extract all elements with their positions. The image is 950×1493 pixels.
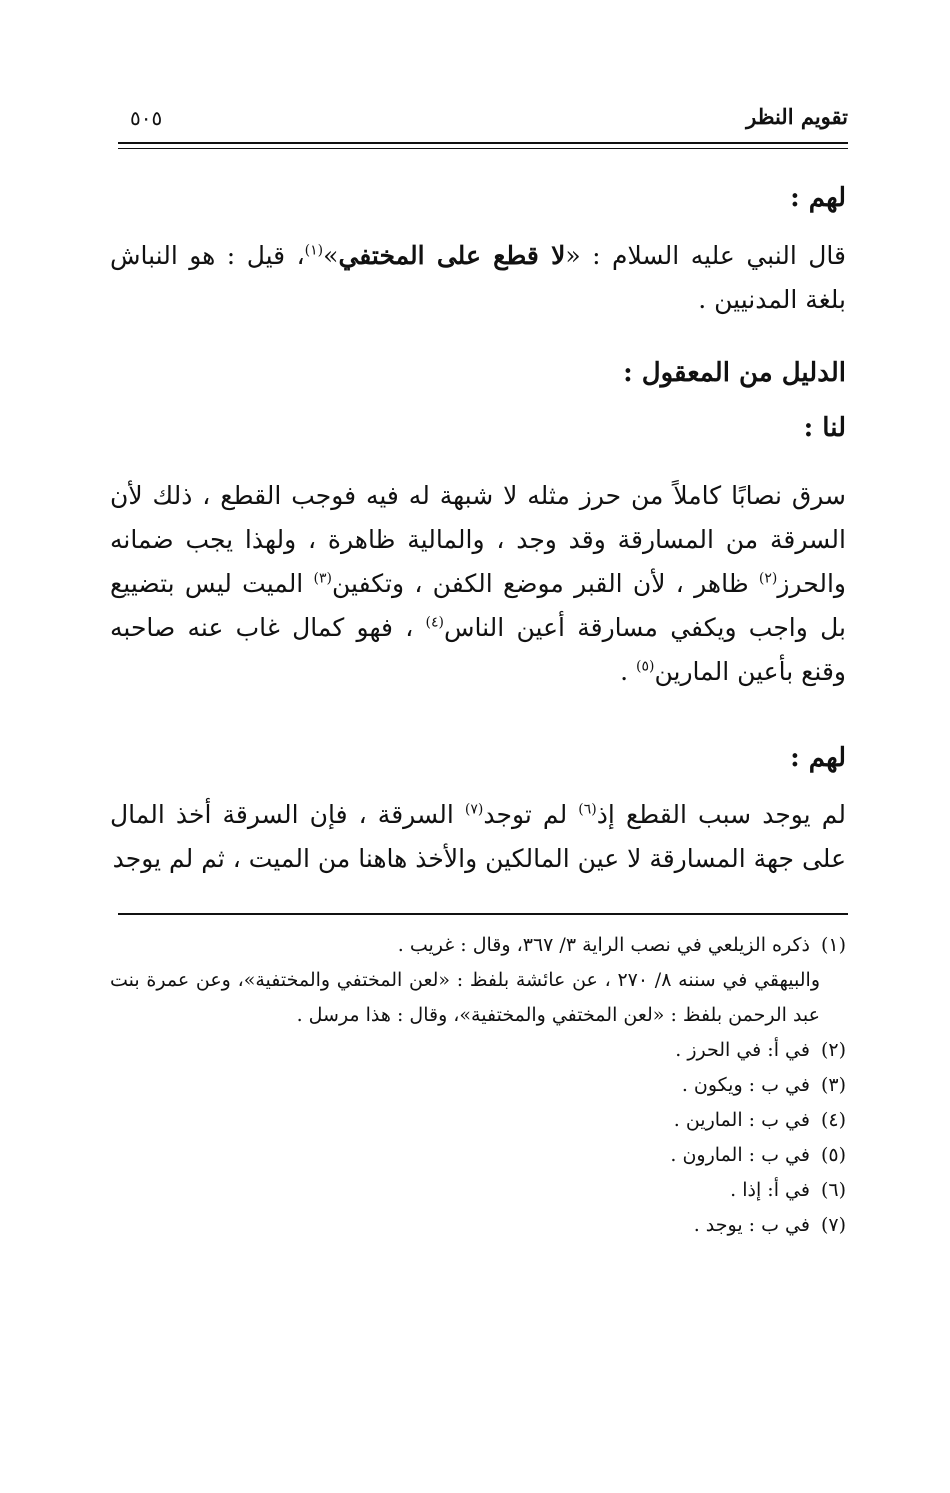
footnote-text: ذكره الزيلعي في نصب الراية ٣/ ٣٦٧، وقال : غريب . bbox=[397, 934, 810, 956]
footnote-ref-7[interactable]: (٧) bbox=[464, 801, 484, 818]
footnote-4 bbox=[110, 1103, 846, 1138]
argument-text-1: سرق نصابًا كاملاً من حرز مثله لا شبهة له فيه فوجب القطع ، ذلك لأن السرقة من المسارقة وقد وجد ، والمالية ظاهرة ، ولهذا يجب ضمانه والحرز bbox=[110, 481, 846, 598]
footnote-7 bbox=[110, 1208, 846, 1243]
footnote-ref-1[interactable]: (١) bbox=[304, 242, 324, 259]
quote-intro: قال النبي عليه السلام : « bbox=[565, 241, 847, 270]
footnote-text: في ب : المارين . bbox=[673, 1109, 810, 1131]
footnote-number: (٥) bbox=[820, 1144, 846, 1166]
footnote-text: في أ: في الحرز . bbox=[675, 1039, 810, 1061]
header-rule-thin bbox=[118, 148, 848, 149]
footnote-text: في أ: إذا . bbox=[730, 1179, 810, 1201]
quote-rest: ، قيل : هو النباش بلغة المدنيين . bbox=[110, 241, 846, 314]
footnote-separator bbox=[118, 913, 848, 915]
header-rule-thick bbox=[118, 142, 848, 144]
heading-dalil: الدليل من المعقول : bbox=[623, 358, 846, 388]
footnote-3 bbox=[110, 1068, 846, 1103]
final-text-1: لم يوجد سبب القطع إذ bbox=[596, 800, 846, 829]
footnotes bbox=[110, 928, 846, 1243]
footnote-6 bbox=[110, 1173, 846, 1208]
footnote-number: (٦) bbox=[820, 1179, 846, 1201]
paragraph-final bbox=[110, 793, 846, 888]
footnote-text: في ب : يوجد . bbox=[693, 1214, 810, 1236]
running-title: تقويم النظر bbox=[746, 104, 848, 129]
footnote-number: (٢) bbox=[820, 1039, 846, 1061]
final-text-2: لم توجد bbox=[483, 800, 579, 829]
argument-text-2: ظاهر ، لأن القبر موضع الكفن ، وتكفين bbox=[332, 569, 759, 598]
footnote-number: (٧) bbox=[820, 1214, 846, 1236]
footnote-number: (٤) bbox=[820, 1109, 846, 1131]
footnote-ref-6[interactable]: (٦) bbox=[578, 801, 597, 818]
heading-lahum-1: لهم : bbox=[790, 183, 846, 213]
footnote-ref-3[interactable]: (٣) bbox=[313, 570, 332, 587]
running-header bbox=[118, 100, 848, 140]
heading-lahum-2: لهم : bbox=[790, 743, 846, 773]
footnote-number: (٣) bbox=[820, 1074, 846, 1096]
footnote-ref-2[interactable]: (٢) bbox=[758, 570, 778, 587]
argument-text-5: . bbox=[620, 657, 636, 686]
argument-text-4: ، فهو كمال غاب عنه صاحبه وقنع بأعين المارين bbox=[110, 613, 846, 686]
footnote-ref-5[interactable]: (٥) bbox=[636, 658, 655, 675]
footnote-2 bbox=[110, 1033, 846, 1068]
paragraph-quote bbox=[110, 234, 846, 351]
footnote-number: (١) bbox=[820, 934, 846, 956]
argument-text-3: الميت ليس بتضييع بل واجب ويكفي مسارقة أعين الناس bbox=[110, 569, 846, 642]
footnote-ref-4[interactable]: (٤) bbox=[425, 614, 444, 631]
footnote-text: في ب : ويكون . bbox=[681, 1074, 810, 1096]
final-text-3: السرقة ، فإن السرقة أخذ المال على جهة المسارقة لا عين المالكين والأخذ هاهنا من الميت ، ثم لم يوجد bbox=[110, 800, 846, 873]
footnote-text: في ب : المارون . bbox=[670, 1144, 810, 1166]
footnote-5 bbox=[110, 1138, 846, 1173]
page-number: ٥٠٥ bbox=[130, 106, 163, 130]
heading-lana: لنا : bbox=[803, 413, 846, 443]
paragraph-argument bbox=[110, 474, 846, 736]
main-text bbox=[110, 176, 846, 888]
quote-bold: لا قطع على المختفي bbox=[338, 241, 566, 270]
footnote-1-continued: والبيهقي في سننه ٨/ ٢٧٠ ، عن عائشة بلفظ : «لعن المختفي والمختفية»، وعن عمرة بنت عبد الرحمن بلفظ : «لعن المختفي والمختفية»، وقال : هذا مرسل . bbox=[110, 969, 820, 1026]
footnote-1 bbox=[110, 928, 846, 963]
quote-close: » bbox=[323, 241, 339, 270]
